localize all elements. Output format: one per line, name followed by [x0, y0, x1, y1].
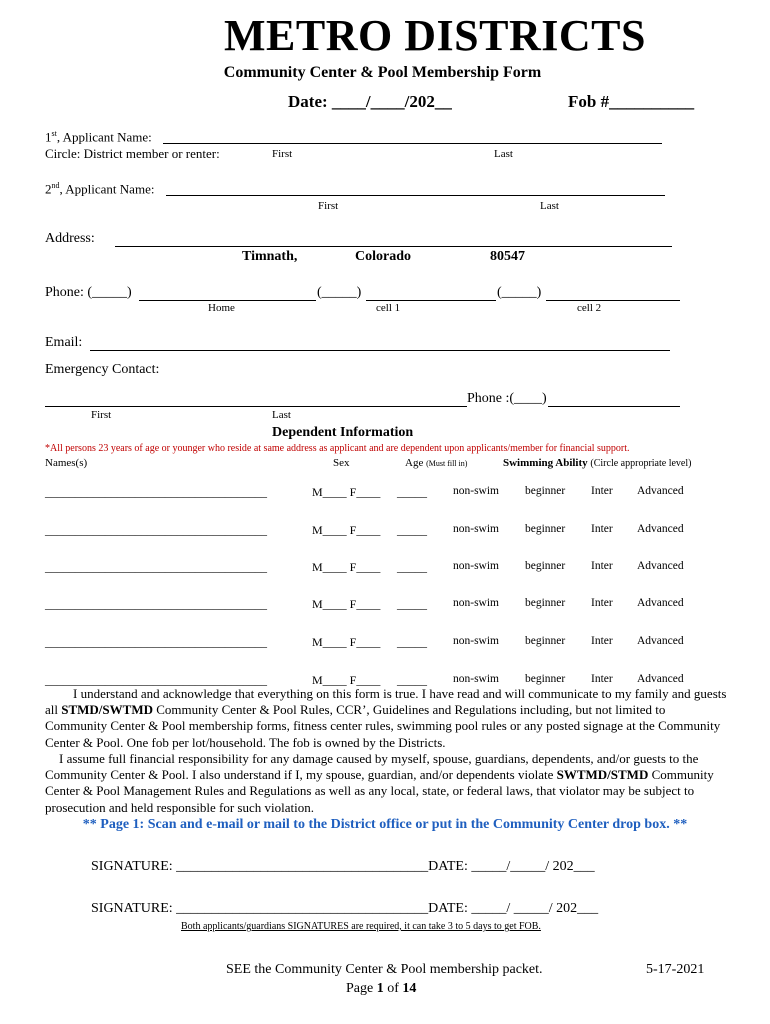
swim-level-option-beginner[interactable]: beginner [525, 560, 566, 572]
dependent-sex-field[interactable]: M____ F____ [312, 673, 381, 687]
swim-level-option-beginner[interactable]: beginner [525, 523, 566, 535]
cell2-caption: cell 2 [577, 302, 602, 314]
applicant1-first-caption: First [272, 148, 293, 160]
applicant2-last-caption: Last [540, 200, 559, 212]
swim-level-option-non-swim[interactable]: non-swim [453, 523, 499, 535]
applicant1-label: 1st, Applicant Name: [45, 129, 152, 145]
applicant2-name-field[interactable] [166, 195, 665, 196]
dependent-age-field[interactable]: _____ [397, 523, 427, 537]
swim-level-option-beginner[interactable]: beginner [525, 597, 566, 609]
swim-level-option-inter[interactable]: Inter [591, 485, 613, 497]
address-field[interactable] [115, 246, 672, 247]
dependent-sex-field[interactable]: M____ F____ [312, 560, 381, 574]
swim-level-option-inter[interactable]: Inter [591, 597, 613, 609]
swim-level-option-inter[interactable]: Inter [591, 560, 613, 572]
swim-level-option-beginner[interactable]: beginner [525, 485, 566, 497]
dependent-sex-field[interactable]: M____ F____ [312, 523, 381, 537]
dependent-name-field[interactable]: _____________________________________ [45, 635, 267, 649]
email-label: Email: [45, 335, 83, 350]
signature-line-1[interactable]: SIGNATURE: ____________________________________DATE: _____/_____/ 202___ [91, 859, 595, 874]
swim-level-option-advanced[interactable]: Advanced [637, 635, 684, 647]
dependent-age-field[interactable]: _____ [397, 485, 427, 499]
fob-number-field[interactable]: Fob #__________ [568, 92, 695, 111]
swim-level-option-non-swim[interactable]: non-swim [453, 560, 499, 572]
swim-level-option-advanced[interactable]: Advanced [637, 485, 684, 497]
form-subtitle: Community Center & Pool Membership Form [223, 64, 542, 81]
form-title: METRO DISTRICTS [224, 11, 646, 60]
swim-level-option-advanced[interactable]: Advanced [637, 523, 684, 535]
signature-note: Both applicants/guardians SIGNATURES are required, it can take 3 to 5 days to get FOB. [181, 921, 541, 932]
address-zip: 80547 [490, 249, 525, 264]
dependent-name-field[interactable]: _____________________________________ [45, 560, 267, 574]
applicant1-name-field[interactable] [163, 143, 662, 144]
emergency-phone-field[interactable] [548, 406, 680, 407]
swim-level-option-non-swim[interactable]: non-swim [453, 597, 499, 609]
swim-level-option-non-swim[interactable]: non-swim [453, 635, 499, 647]
cell1-area-code[interactable]: (_____) [317, 285, 362, 300]
swim-level-option-advanced[interactable]: Advanced [637, 673, 684, 685]
dependent-name-field[interactable]: _____________________________________ [45, 485, 267, 499]
signature-line-2[interactable]: SIGNATURE: ____________________________________DATE: _____/ _____/ 202___ [91, 901, 599, 916]
emergency-phone-label: Phone :(____) [467, 391, 547, 406]
cell2-phone-field[interactable] [546, 300, 680, 301]
submission-instruction: ** Page 1: Scan and e-mail or mail to the District office or put in the Community Center drop box. ** [82, 817, 688, 832]
col-sex-header: Sex [333, 457, 350, 469]
applicant1-last-caption: Last [494, 148, 513, 160]
cell1-caption: cell 1 [376, 302, 401, 314]
dependent-age-field[interactable]: _____ [397, 673, 427, 687]
email-field[interactable] [90, 350, 670, 351]
applicant2-first-caption: First [318, 200, 339, 212]
swim-level-option-advanced[interactable]: Advanced [637, 560, 684, 572]
home-phone-caption: Home [208, 302, 235, 314]
dependent-heading: Dependent Information [272, 425, 414, 440]
dependent-name-field[interactable]: _____________________________________ [45, 597, 267, 611]
dependent-sex-field[interactable]: M____ F____ [312, 485, 381, 499]
dependent-name-field[interactable]: _____________________________________ [45, 523, 267, 537]
agreement-paragraph-1: I understand and acknowledge that everything on this form is true. I have read and will communicate to my family and guests all STMD/SWTMD Community Center & Pool Rules, CCR’, Guidelines and Regulations including, but not limited to Community Center & Pool membership forms, fitness center rules, swimming pool rules or any posted signage at the Community Center & Pool. One fob per lot/household. The fob is owned by the Districts. [45, 686, 727, 750]
swim-level-option-inter[interactable]: Inter [591, 635, 613, 647]
cell2-area-code[interactable]: (_____) [497, 285, 542, 300]
cell1-phone-field[interactable] [366, 300, 496, 301]
dependent-note: *All persons 23 years of age or younger who reside at same address as applicant and are dependent upon applicants/member for financial support. [45, 443, 630, 454]
swim-level-option-non-swim[interactable]: non-swim [453, 485, 499, 497]
dependent-age-field[interactable]: _____ [397, 597, 427, 611]
col-age-header: Age (Must fill in) [405, 457, 468, 469]
revision-date: 5-17-2021 [646, 962, 705, 977]
emergency-last-caption: Last [272, 409, 291, 421]
swim-level-option-advanced[interactable]: Advanced [637, 597, 684, 609]
circle-membership-label: Circle: District member or renter: [45, 146, 220, 161]
phone-label: Phone: (_____) [45, 285, 132, 300]
date-field[interactable]: Date: ____/____/202__ [288, 92, 452, 111]
dependent-sex-field[interactable]: M____ F____ [312, 597, 381, 611]
agreement-paragraph-2: I assume full financial responsibility for any damage caused by myself, spouse, guardians, dependents, and/or guests to the Community Center & Pool. I also understand if I, my spouse, guardian, and/or dependents violate SWTMD/STMD Community Center & Pool Management Rules and Regulations as well as any local, state, or federal laws, that violator may be subject to prosecution and held responsible for such violation. [45, 751, 714, 815]
applicant2-label: 2nd, Applicant Name: [45, 181, 155, 197]
col-swim-header: Swimming Ability (Circle appropriate level) [503, 457, 692, 469]
dependent-name-field[interactable]: _____________________________________ [45, 673, 267, 687]
col-names-header: Names(s) [45, 457, 88, 469]
swim-level-option-inter[interactable]: Inter [591, 673, 613, 685]
dependent-age-field[interactable]: _____ [397, 635, 427, 649]
swim-level-option-beginner[interactable]: beginner [525, 673, 566, 685]
swim-level-option-beginner[interactable]: beginner [525, 635, 566, 647]
swim-level-option-non-swim[interactable]: non-swim [453, 673, 499, 685]
emergency-first-caption: First [91, 409, 112, 421]
dependent-sex-field[interactable]: M____ F____ [312, 635, 381, 649]
emergency-contact-name-field[interactable] [45, 406, 467, 407]
dependent-age-field[interactable]: _____ [397, 560, 427, 574]
swim-level-option-inter[interactable]: Inter [591, 523, 613, 535]
address-city: Timnath, [242, 249, 298, 264]
address-state: Colorado [355, 249, 411, 264]
packet-reference: SEE the Community Center & Pool membership packet. [226, 962, 543, 977]
page-number: Page 1 of 14 [346, 981, 417, 996]
emergency-contact-label: Emergency Contact: [45, 362, 160, 377]
address-label: Address: [45, 231, 95, 246]
home-phone-field[interactable] [139, 300, 316, 301]
